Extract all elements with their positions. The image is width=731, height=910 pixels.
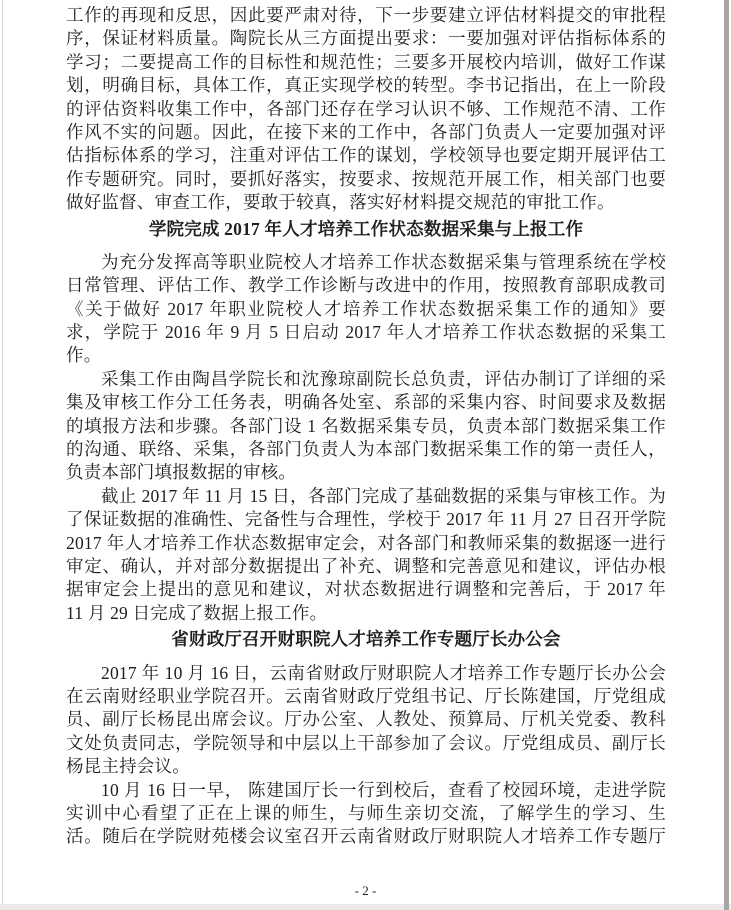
page-number: - 2 - — [354, 883, 377, 898]
text-line: 的填报方法和步骤。各部门设 1 名数据采集专员，负责本部门数据采集工作 — [66, 415, 666, 436]
text-line: 采集工作由陶昌学院长和沈豫琼副院长总负责，评估办制订了详细的采 — [101, 368, 666, 389]
document-body — [66, 4, 666, 849]
text-line: 了保证数据的准确性、完备性与合理性，学校于 2017 年 11 月 27 日召开学院 — [66, 509, 666, 530]
paragraph — [66, 779, 666, 849]
text-line: 《关于做好 2017 年职业院校人才培养工作状态数据采集工作的通知》要 — [66, 298, 666, 319]
text-line: 实训中心看望了正在上课的师生，与师生亲切交流，了解学生的学习、生 — [66, 802, 666, 823]
text-line: 在云南财经职业学院召开。云南省财政厅党组书记、厅长陈建国，厅党组成 — [66, 685, 666, 706]
text-line: 划，明确目标，具体工作，真正实现学校的转型。李书记指出，在上一阶段 — [66, 75, 666, 96]
paragraph — [66, 4, 666, 215]
page-bottom-shadow — [0, 904, 731, 910]
section-heading: 学院完成 2017 年人才培养工作状态数据采集与上报工作 — [148, 218, 584, 239]
section-heading: 省财政厅召开财职院人才培养工作专题厅长办公会 — [171, 629, 561, 650]
page-right-shadow — [724, 0, 729, 910]
text-line: 活。随后在学院财苑楼会议室召开云南省财政厅财职院人才培养工作专题厅 — [66, 826, 666, 847]
page-left-edge-line — [2, 0, 3, 910]
text-line: 的评估资料收集工作中，各部门还存在学习认识不够、工作规范不清、工作 — [66, 98, 666, 119]
text-line: 文处负责同志，学院领导和中层以上干部参加了会议。厅党组成员、副厅长 — [66, 732, 666, 753]
text-line: 2017 年人才培养工作状态数据审定会，对各部门和教师采集的数据逐一进行 — [66, 532, 666, 553]
paragraph — [66, 251, 666, 368]
text-line: 2017 年 10 月 16 日，云南省财政厅财职院人才培养工作专题厅长办公会 — [101, 662, 666, 683]
text-line: 作专题研究。同时，要抓好落实，按要求、按规范开展工作，相关部门也要 — [66, 168, 666, 189]
text-line: 求，学院于 2016 年 9 月 5 日启动 2017 年人才培养工作状态数据的采集工 — [66, 322, 666, 343]
text-line: 11 月 29 日完成了数据上报工作。 — [66, 602, 328, 623]
text-line: 序，保证材料质量。陶院长从三方面提出要求：一要加强对评估指标体系的 — [66, 28, 666, 49]
text-line: 的沟通、联络、采集，各部门负责人为本部门数据采集工作的第一责任人， — [66, 439, 666, 460]
text-line: 估指标体系的学习，注重对评估工作的谋划，学校领导也要定期开展评估工 — [66, 145, 666, 166]
text-line: 为充分发挥高等职业院校人才培养工作状态数据采集与管理系统在学校 — [101, 251, 666, 272]
text-line: 据审定会上提出的意见和建议，对状态数据进行调整和完善后，于 2017 年 — [66, 579, 666, 600]
text-line: 审定、确认，并对部分数据提出了补充、调整和完善意见和建议，评估办根 — [66, 556, 666, 576]
text-line: 集及审核工作分工任务表，明确各处室、系部的采集内容、时间要求及数据 — [66, 392, 666, 413]
text-line: 学习；二要提高工作的目标性和规范性；三要多开展校内培训，做好工作谋 — [66, 51, 666, 72]
text-line: 负责本部门填报数据的审核。 — [66, 462, 297, 483]
text-line: 10 月 16 日一早， 陈建国厅长一行到校后，查看了校园环境，走进学院 — [101, 779, 666, 800]
paragraph — [66, 662, 666, 779]
text-line: 工作的再现和反思，因此要严肃对待，下一步要建立评估材料提交的审批程 — [66, 5, 666, 25]
text-line: 员、副厅长杨昆出席会议。厅办公室、人教处、预算局、厅机关党委、教科 — [66, 709, 666, 730]
text-line: 截止 2017 年 11 月 15 日，各部门完成了基础数据的采集与审核工作。为 — [101, 485, 666, 506]
text-line: 做好监督、审查工作，要敢于较真，落实好材料提交规范的审批工作。 — [66, 192, 615, 213]
paragraph — [66, 485, 666, 625]
page-footer — [0, 883, 731, 899]
text-line: 杨昆主持会议。 — [66, 756, 190, 777]
text-line: 日常管理、评估工作、教学工作诊断与改进中的作用，按照教育部职成教司 — [66, 275, 666, 296]
paragraph — [66, 368, 666, 485]
text-line: 作。 — [66, 345, 102, 366]
text-line: 作风不实的问题。因此，在接下来的工作中，各部门负责人一定要加强对评 — [66, 121, 666, 142]
